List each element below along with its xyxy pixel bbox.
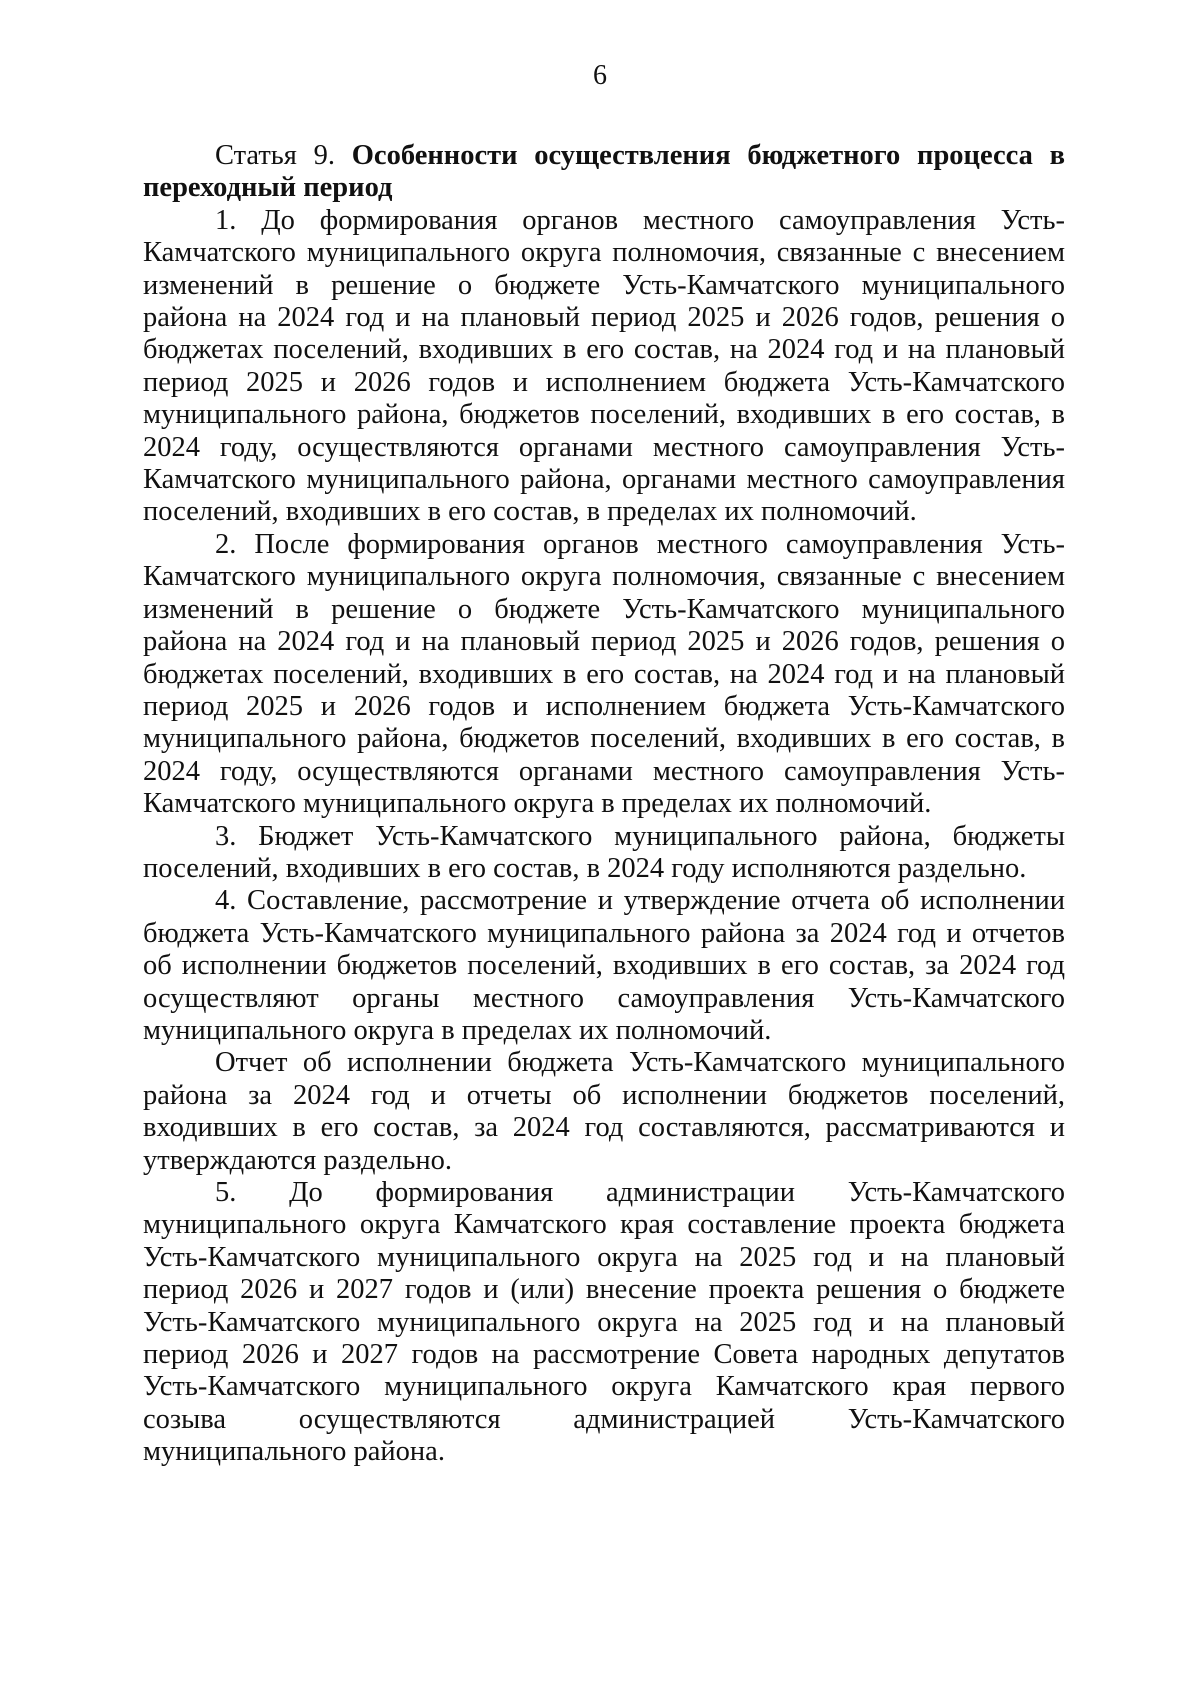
article-heading bbox=[143, 140, 1065, 205]
article-prefix: Статья 9. bbox=[215, 140, 336, 171]
article-title: Особенности осуществления бюджетного процесса в переходный период bbox=[143, 140, 1065, 204]
paragraph-3: 3. Бюджет Усть-Камчатского муниципального района, бюджеты поселений, входивших в его состав, в 2024 году исполняются раздельно. bbox=[143, 820, 1065, 884]
page-number: 6 bbox=[593, 60, 607, 91]
paragraph-4: 4. Составление, рассмотрение и утверждение отчета об исполнении бюджета Усть-Камчатского муниципального района за 2024 год и отчетов об исполнении бюджетов поселений, входивших в его состав, за 2024 год осуществляют органы местного самоуправления Усть-Камчатского муниципального округа в пределах их полномочий. bbox=[143, 885, 1065, 1046]
paragraph-1: 1. До формирования органов местного самоуправления Усть-Камчатского муниципального округа полномочия, связанные с внесением изменений в решение о бюджете Усть-Камчатского муниципального района на 2024 год и на плановый период 2025 и 2026 годов, решения о бюджетах поселений, входивших в его состав, на 2024 год и на плановый период 2025 и 2026 годов и исполнением бюджета Усть-Камчатского муниципального района, бюджетов поселений, входивших в его состав, в 2024 году, осуществляются органами местного самоуправления Усть-Камчатского муниципального района, органами местного самоуправления поселений, входивших в его состав, в пределах их полномочий. bbox=[143, 204, 1065, 528]
paragraph-5: 5. До формирования администрации Усть-Камчатского муниципального округа Камчатского края составление проекта бюджета Усть-Камчатского муниципального округа на 2025 год и на плановый период 2026 и 2027 годов и (или) внесение проекта решения о бюджете Усть-Камчатского муниципального округа на 2025 год и на плановый период 2026 и 2027 годов на рассмотрение Совета народных депутатов Усть-Камчатского муниципального округа Камчатского края первого созыва осуществляются администрацией Усть-Камчатского муниципального района. bbox=[143, 1177, 1065, 1468]
paragraph-2: 2. После формирования органов местного самоуправления Усть-Камчатского муниципального округа полномочия, связанные с внесением изменений в решение о бюджете Усть-Камчатского муниципального района на 2024 год и на плановый период 2025 и 2026 годов, решения о бюджетах поселений, входивших в его состав, на 2024 год и на плановый период 2025 и 2026 годов и исполнением бюджета Усть-Камчатского муниципального района, бюджетов поселений, входивших в его состав, в 2024 году, осуществляются органами местного самоуправления Усть-Камчатского муниципального округа в пределах их полномочий. bbox=[143, 528, 1065, 820]
paragraph-4-continuation: Отчет об исполнении бюджета Усть-Камчатского муниципального района за 2024 год и отчеты об исполнении бюджетов поселений, входивших в его состав, за 2024 год составляются, рассматриваются и утверждаются раздельно. bbox=[143, 1047, 1065, 1176]
document-body bbox=[143, 140, 1065, 1469]
